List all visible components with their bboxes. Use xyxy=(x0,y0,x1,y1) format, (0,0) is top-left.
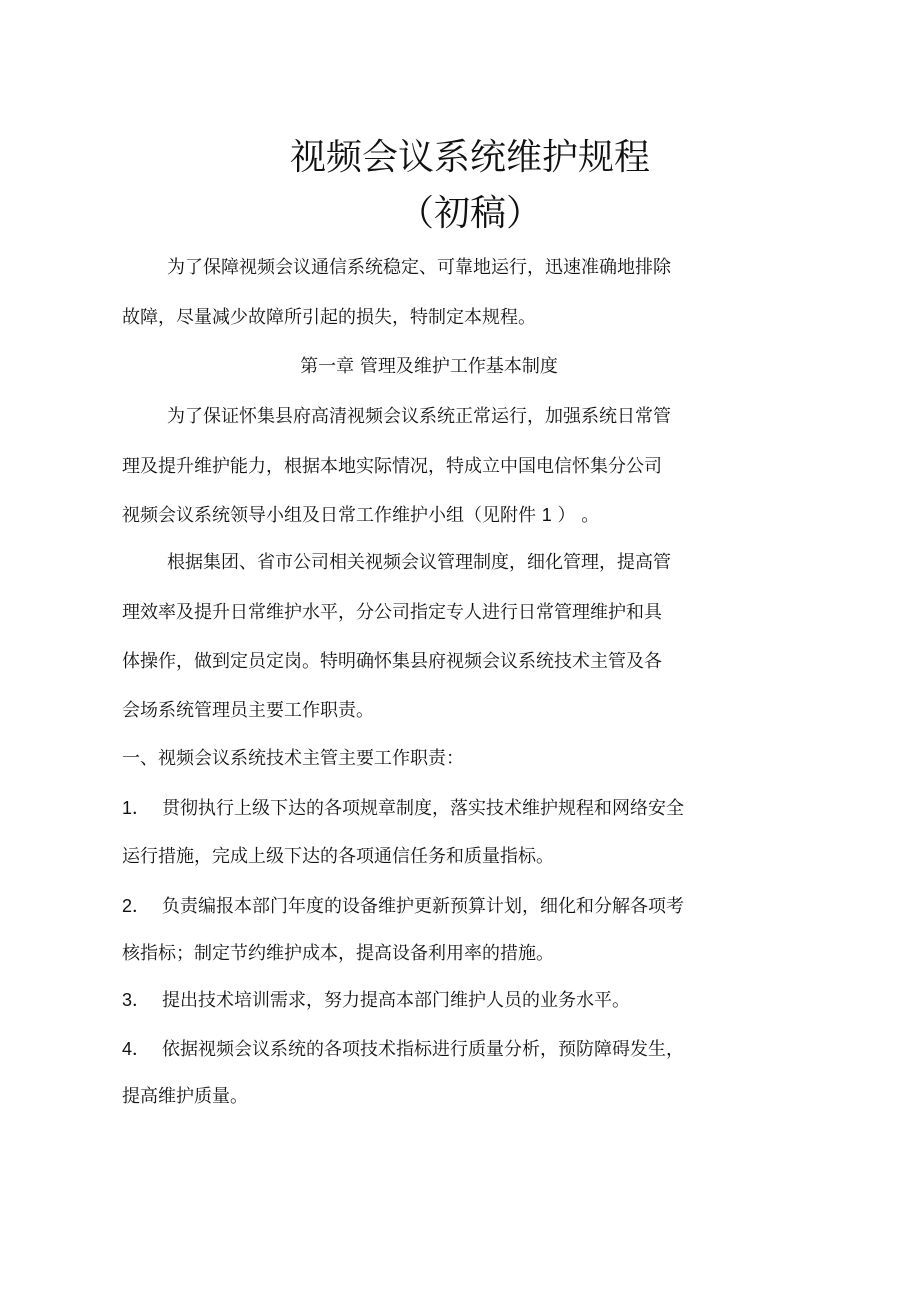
para1-line-3-end: ） 。 xyxy=(557,505,600,526)
item-1-text-1: 贯彻执行上级下达的各项规章制度，落实技术维护规程和网络安全 xyxy=(162,798,685,819)
item-1-line-1 xyxy=(122,796,684,821)
item-1-number: 1． xyxy=(122,798,151,818)
para1-line-3-text: 视频会议系统领导小组及日常工作维护小组（见附件 xyxy=(122,505,536,526)
item-2-line-1 xyxy=(122,894,684,919)
item-3-number: 3． xyxy=(122,990,151,1010)
item-2-number: 2． xyxy=(122,896,151,916)
para2-line-4: 会场系统管理员主要工作职责。 xyxy=(122,700,374,721)
item-2-line-2: 核指标；制定节约维护成本，提高设备利用率的措施。 xyxy=(122,943,554,964)
para1-line-2: 理及提升维护能力，根据本地实际情况，特成立中国电信怀集分公司 xyxy=(122,456,662,477)
item-3-text-1: 提出技术培训需求，努力提高本部门维护人员的业务水平。 xyxy=(162,990,631,1011)
item-4-text-1: 依据视频会议系统的各项技术指标进行质量分析，预防障碍发生， xyxy=(162,1039,685,1060)
item-3-line-1 xyxy=(122,988,630,1013)
item-1-line-2: 运行措施，完成上级下达的各项通信任务和质量指标。 xyxy=(122,846,554,867)
intro-line-2: 故障，尽量减少故障所引起的损失，特制定本规程。 xyxy=(122,307,536,328)
para2-line-3: 体操作，做到定员定岗。特明确怀集县府视频会议系统技术主管及各 xyxy=(122,651,662,672)
para1-line-1: 为了保证怀集县府高清视频会议系统正常运行，加强系统日常管 xyxy=(167,406,671,427)
document-subtitle: （初稿） xyxy=(397,193,542,234)
para2-line-2: 理效率及提升日常维护水平，分公司指定专人进行日常管理维护和具 xyxy=(122,602,662,623)
intro-line-1: 为了保障视频会议通信系统稳定、可靠地运行，迅速准确地排除 xyxy=(167,257,671,278)
item-2-text-1: 负责编报本部门年度的设备维护更新预算计划，细化和分解各项考 xyxy=(162,896,685,917)
item-4-number: 4． xyxy=(122,1039,151,1059)
para1-line-3 xyxy=(122,503,599,528)
chapter-heading: 第一章 管理及维护工作基本制度 xyxy=(300,356,558,377)
para2-line-1: 根据集团、省市公司相关视频会议管理制度，细化管理，提高管 xyxy=(167,552,671,573)
section-heading: 一、视频会议系统技术主管主要工作职责： xyxy=(122,748,464,769)
item-4-line-1 xyxy=(122,1037,684,1062)
attachment-number: 1 xyxy=(541,505,552,525)
item-4-line-2: 提高维护质量。 xyxy=(122,1086,248,1107)
document-title: 视频会议系统维护规程 xyxy=(289,137,650,178)
